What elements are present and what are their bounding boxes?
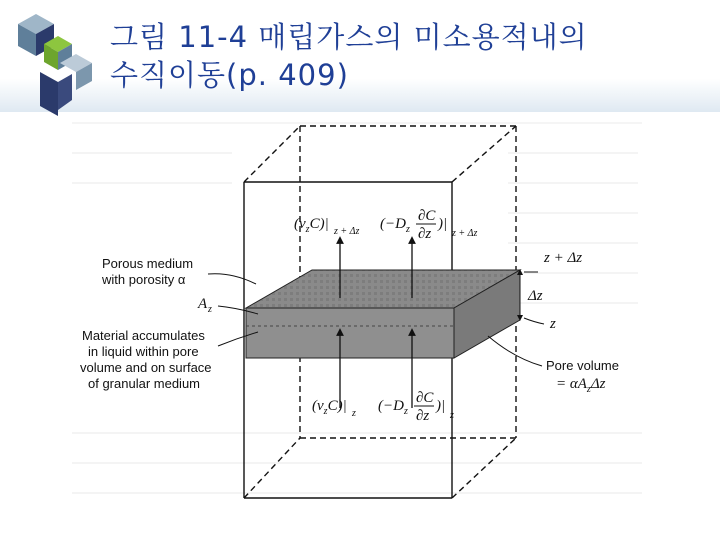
svg-text:= αAzΔz: = $\alpha A_z\Delta z$ bbox=[556, 376, 606, 395]
svg-text:(−Dz: ($-D_z$ bbox=[378, 398, 408, 417]
svg-text:∂z: ∂z bbox=[416, 408, 430, 424]
porous-slab bbox=[246, 270, 520, 358]
svg-text:volume and on surface: volume and on surface bbox=[80, 360, 212, 375]
logo-tile-dark-bottom-right bbox=[58, 74, 72, 110]
svg-text:z: z bbox=[352, 408, 356, 419]
svg-text:z + Δz: z + Δz bbox=[334, 226, 360, 237]
slab-front-face bbox=[246, 308, 454, 358]
pore-volume-diagram bbox=[68, 112, 646, 530]
svg-text:z: z bbox=[450, 410, 454, 421]
label-delta-z bbox=[520, 272, 543, 318]
svg-text:)|: )| bbox=[436, 398, 446, 414]
svg-text:Material accumulates: Material accumulates bbox=[82, 328, 205, 343]
slide-title-line-1: 그림 11-4 매립가스의 미소용적내의 bbox=[110, 20, 588, 54]
svg-text:z: z bbox=[208, 304, 212, 315]
svg-text:z + Δz: z + Δz bbox=[544, 250, 583, 266]
top-flux-equation bbox=[294, 208, 478, 242]
label-material-accumulates bbox=[80, 328, 258, 391]
logo-tile-dark-bottom bbox=[40, 72, 58, 116]
svg-text:Pore volume: Pore volume bbox=[546, 358, 619, 373]
svg-text:Porous medium: Porous medium bbox=[102, 256, 194, 271]
slide-title-line-2: 수직이동(p. 409) bbox=[110, 58, 349, 92]
svg-text:Δz: Δz bbox=[528, 288, 543, 304]
figure-panel bbox=[68, 112, 646, 530]
svg-text:in liquid within pore: in liquid within pore bbox=[88, 344, 199, 359]
svg-text:(vzC)|: $(v_zC)|$ bbox=[312, 398, 347, 417]
svg-text:z + Δz: z + Δz bbox=[452, 228, 478, 239]
logo-mark bbox=[14, 14, 96, 118]
svg-text:(−Dz: ($-D_z$ bbox=[380, 216, 410, 235]
svg-text:with porosity α: with porosity α bbox=[102, 272, 186, 287]
label-pore-volume bbox=[488, 336, 619, 395]
slide-title bbox=[110, 18, 710, 94]
svg-text:of granular medium: of granular medium bbox=[88, 376, 200, 391]
svg-text:∂C: ∂C bbox=[416, 390, 434, 406]
svg-text:A: A bbox=[198, 296, 208, 312]
svg-text:z: z bbox=[550, 316, 556, 332]
svg-text:∂z: ∂z bbox=[418, 226, 432, 242]
svg-text:)|: )| bbox=[438, 216, 448, 232]
bottom-flux-equation bbox=[312, 390, 454, 424]
label-bottom-level bbox=[524, 316, 556, 332]
svg-text:(vzC)|: $(v_zC)|$ bbox=[294, 216, 329, 235]
label-top-level bbox=[524, 250, 582, 272]
label-porous-medium bbox=[101, 256, 256, 287]
svg-text:∂C: ∂C bbox=[418, 208, 436, 224]
